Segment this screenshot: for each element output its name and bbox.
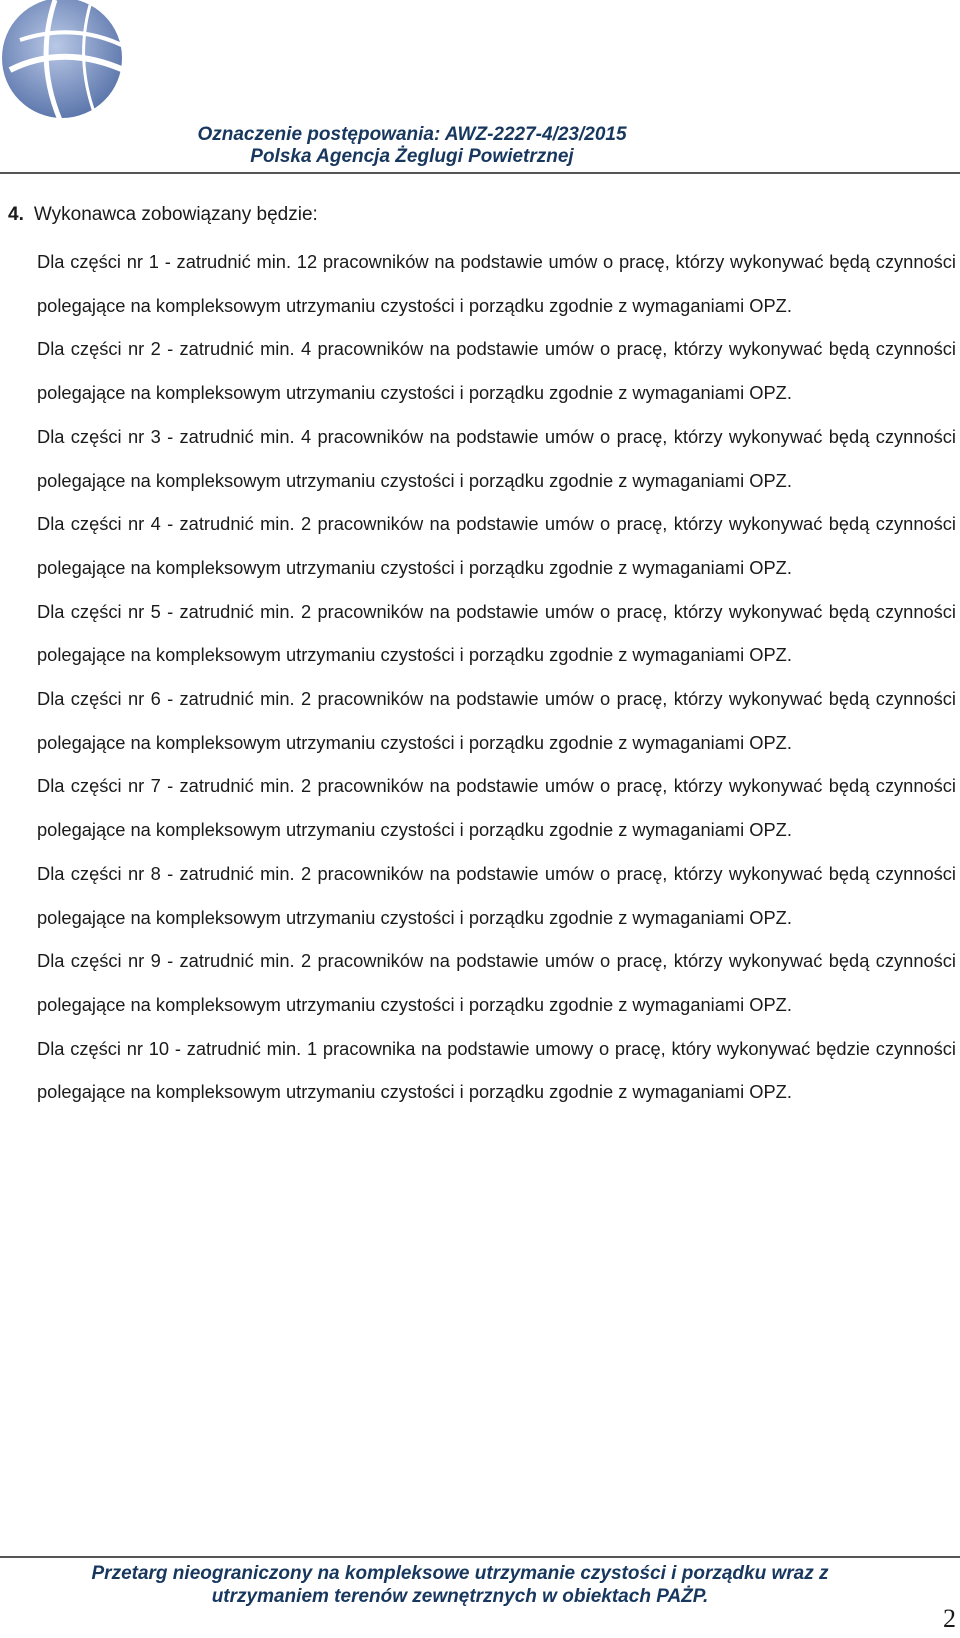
requirements-list	[37, 240, 956, 1114]
agency-name: Polska Agencja Żeglugi Powietrznej	[250, 146, 574, 167]
section-title: Wykonawca zobowiązany będzie:	[33, 204, 318, 225]
requirement-part-8: Dla części nr 8 - zatrudnić min. 2 pracowników na podstawie umów o pracę, którzy wykonywać będą czynności polegające na kompleksowym utrzymaniu czystości i porządku zgodnie z wymaganiami OPZ.	[37, 862, 956, 928]
requirement-part-10: Dla części nr 10 - zatrudnić min. 1 pracownika na podstawie umowy o pracę, który wykonywać będzie czynności polegające na kompleksowym utrzymaniu czystości i porządku zgodnie z wymaganiami OPZ.	[37, 1037, 956, 1103]
requirement-part-9: Dla części nr 9 - zatrudnić min. 2 pracowników na podstawie umów o pracę, którzy wykonywać będą czynności polegające na kompleksowym utrzymaniu czystości i porządku zgodnie z wymaganiami OPZ.	[37, 950, 956, 1015]
requirement-part-5: Dla części nr 5 - zatrudnić min. 2 pracowników na podstawie umów o pracę, którzy wykonywać będą czynności polegające na kompleksowym utrzymaniu czystości i porządku zgodnie z wymaganiami OPZ.	[37, 600, 956, 666]
document-footer	[40, 1562, 880, 1608]
section-number: 4.	[8, 204, 24, 225]
page-number: 2	[943, 1604, 956, 1633]
requirement-part-4: Dla części nr 4 - zatrudnić min. 2 pracowników na podstawie umów o pracę, którzy wykonywać będą czynności polegające na kompleksowym utrzymaniu czystości i porządku zgodnie z wymaganiami OPZ.	[37, 513, 956, 578]
requirement-part-6: Dla części nr 6 - zatrudnić min. 2 pracowników na podstawie umów o pracę, którzy wykonywać będą czynności polegające na kompleksowym utrzymaniu czystości i porządku zgodnie z wymaganiami OPZ.	[37, 688, 956, 753]
procedure-reference: Oznaczenie postępowania: AWZ-2227-4/23/2015	[197, 124, 627, 145]
footer-line-2: utrzymaniem terenów zewnętrznych w obiektach PAŻP.	[211, 1586, 709, 1607]
requirement-part-1: Dla części nr 1 - zatrudnić min. 12 pracowników na podstawie umów o pracę, którzy wykonywać będą czynności polegające na kompleksowym utrzymaniu czystości i porządku zgodnie z wymaganiami OPZ.	[37, 251, 956, 316]
footer-line-1: Przetarg nieograniczony na kompleksowe utrzymanie czystości i porządku wraz z	[91, 1563, 829, 1584]
requirement-part-7: Dla części nr 7 - zatrudnić min. 2 pracowników na podstawie umów o pracę, którzy wykonywać będą czynności polegające na kompleksowym utrzymaniu czystości i porządku zgodnie z wymaganiami OPZ.	[37, 775, 956, 841]
globe-logo	[0, 0, 145, 125]
section-heading	[8, 204, 318, 226]
requirement-part-3: Dla części nr 3 - zatrudnić min. 4 pracowników na podstawie umów o pracę, którzy wykonywać będą czynności polegające na kompleksowym utrzymaniu czystości i porządku zgodnie z wymaganiami OPZ.	[37, 425, 956, 491]
header-divider	[0, 172, 960, 174]
requirement-part-2: Dla części nr 2 - zatrudnić min. 4 pracowników na podstawie umów o pracę, którzy wykonywać będą czynności polegające na kompleksowym utrzymaniu czystości i porządku zgodnie z wymaganiami OPZ.	[37, 338, 956, 404]
document-header	[112, 124, 712, 168]
footer-divider	[0, 1556, 960, 1558]
